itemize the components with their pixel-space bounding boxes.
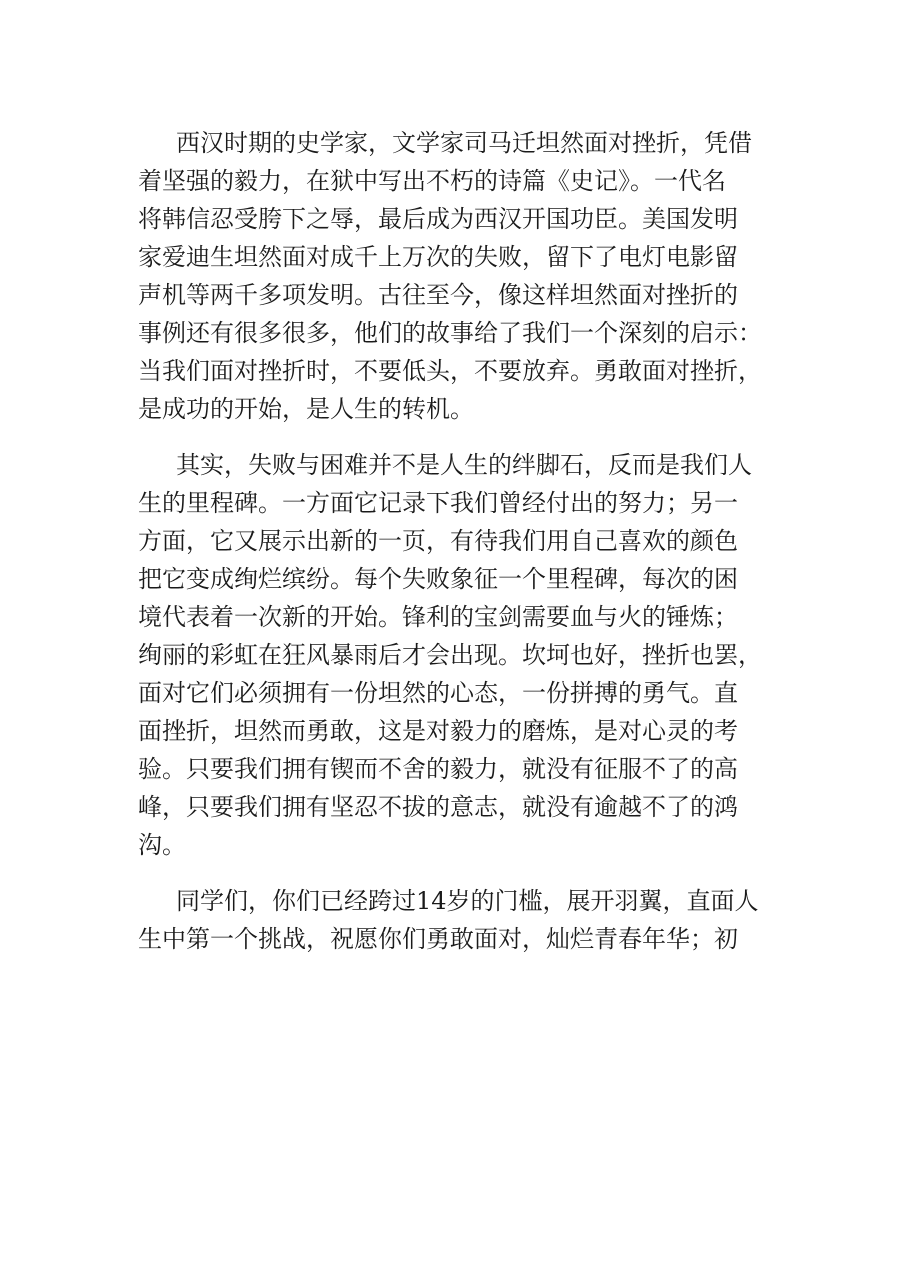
text-line: 面挫折，坦然而勇敢，这是对毅力的磨炼，是对心灵的考 [138,717,738,745]
document-body [138,124,772,958]
text-line: 境代表着一次新的开始。锋利的宝剑需要血与火的锤炼； [138,603,738,631]
text-line: 家爱迪生坦然面对成千上万次的失败，留下了电灯电影留 [138,243,738,271]
text-line: 同学们，你们已经跨过14岁的门槛，展开羽翼，直面人 [176,887,759,915]
text-line: 是成功的开始，是人生的转机。 [138,395,474,423]
text-line: 声机等两千多项发明。古往至今，像这样坦然面对挫折的 [138,281,738,309]
text-line: 把它变成绚烂缤纷。每个失败象征一个里程碑，每次的困 [138,565,738,593]
text-line: 面对它们必须拥有一份坦然的心态，一份拼搏的勇气。直 [138,679,738,707]
text-line: 沟。 [138,831,186,859]
paragraph-2 [138,446,772,864]
text-line: 绚丽的彩虹在狂风暴雨后才会出现。坎坷也好，挫折也罢， [138,641,762,669]
text-line: 事例还有很多很多，他们的故事给了我们一个深刻的启示： [138,319,762,347]
text-line: 其实，失败与困难并不是人生的绊脚石，反而是我们人 [176,451,752,479]
text-line: 生的里程碑。一方面它记录下我们曾经付出的努力；另一 [138,489,738,517]
text-line: 西汉时期的史学家，文学家司马迁坦然面对挫折，凭借 [176,129,752,157]
text-line: 将韩信忍受胯下之辱，最后成为西汉开国功臣。美国发明 [138,205,738,233]
text-line: 当我们面对挫折时，不要低头，不要放弃。勇敢面对挫折， [138,357,762,385]
paragraph-3 [138,882,772,958]
text-line: 生中第一个挑战，祝愿你们勇敢面对，灿烂青春年华；初 [138,925,738,953]
text-line: 着坚强的毅力，在狱中写出不朽的诗篇《史记》。一代名 [138,167,726,195]
text-line: 验。只要我们拥有锲而不舍的毅力，就没有征服不了的高 [138,755,738,783]
paragraph-1 [138,124,772,428]
text-line: 方面，它又展示出新的一页，有待我们用自己喜欢的颜色 [138,527,738,555]
text-line: 峰，只要我们拥有坚忍不拔的意志，就没有逾越不了的鸿 [138,793,738,821]
